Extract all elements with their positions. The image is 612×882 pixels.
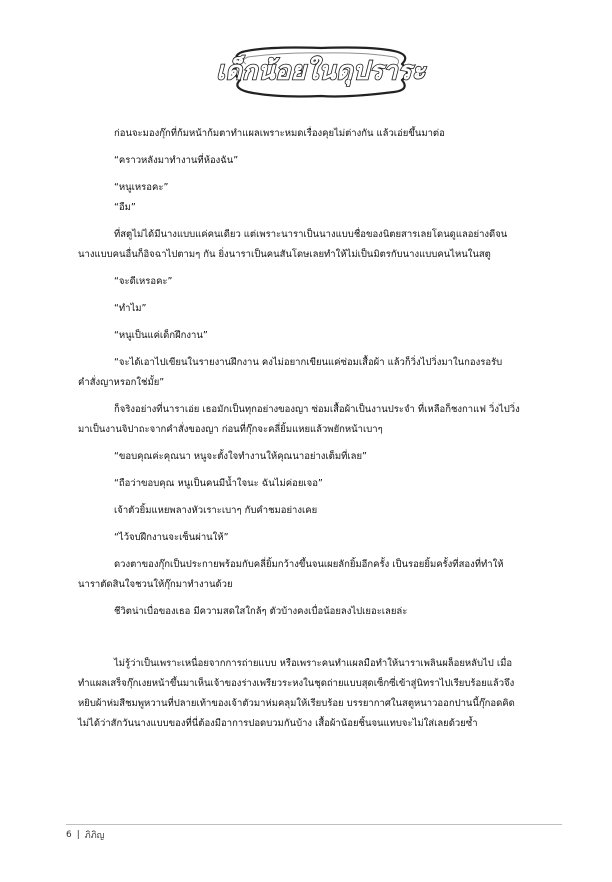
author-name: ภิภิญ (84, 831, 105, 841)
paragraph-line: นาราตัดสินใจชวนให้กุ๊กมาทำงานด้วย (78, 579, 233, 590)
page-number: 6 (66, 830, 72, 840)
dialogue-line: “ไว้จบฝึกงานจะเซ็นผ่านให้” (114, 532, 229, 543)
paragraph-line: คำสั่งญาหรอกใช่มั้ย” (78, 377, 165, 388)
logo-text: เด็กน้อยในดุปราระ (216, 56, 426, 85)
dialogue-line: “หนูเหรอคะ” (114, 182, 169, 193)
dialogue-line: “ถือว่าขอบคุณ หนูเป็นคนมีน้ำใจนะ ฉันไม่ค่อยเจอ” (114, 478, 323, 489)
paragraph-line: ทำแผลเสร็จกุ๊กเงยหน้าขึ้นมาเห็นเจ้าของร่างเพรียวระหงในชุดถ่ายแบบสุดเซ็กซี่เข้าสู่นิทราไปเรียบร้อยแล้วจึง (78, 678, 515, 689)
paragraph (78, 225, 556, 265)
title-logo (216, 42, 426, 100)
paragraph: เจ้าตัวยิ้มแหยพลางหัวเราะเบาๆ กับคำชมอย่างเคย (114, 505, 318, 516)
paragraph-line: ดวงตาของกุ๊กเป็นประกายพร้อมกับคลี่ยิ้มกว้างขึ้นจนเผยลักยิ้มอีกครั้ง เป็นรอยยิ้มครั้งที่สองที่ทำให้ (114, 559, 504, 570)
paragraph (78, 555, 556, 595)
paragraph-line: ที่สตูไม่ได้มีนางแบบแค่คนเดียว แต่เพราะนาราเป็นนางแบบชื่อของนิตยสารเลยโดนดูแลอย่างดีจน (114, 229, 508, 240)
paragraph-line: นางแบบคนอื่นก็อิจฉาไปตามๆ กัน ยิ่งนาราเป็นคนสันโดษเลยทำให้ไม่เป็นมิตรกับนางแบบคนไหนในสตู (78, 249, 491, 260)
paragraph-line: ไม่ได้ว่าสักวันนางแบบของที่นี่ต้องมีอาการปอดบวมกันบ้าง เสื้อผ้าน้อยชิ้นจนแทบจะไม่ใส่เลยด้วยซ้ำ (78, 718, 478, 729)
dialogue-line: “หนูเป็นแค่เด็กฝึกงาน” (114, 330, 208, 341)
dialogue-line: “คราวหลังมาทำงานที่ห้องฉัน” (114, 155, 239, 166)
paragraph: ก่อนจะมองกุ๊กที่ก้มหน้าก้มตาทำแผลเพราะหมดเรื่องคุยไม่ต่างกัน แล้วเอ่ยขึ้นมาต่อ (114, 128, 445, 139)
dialogue-line: “จะดีเหรอคะ” (114, 276, 173, 287)
page-footer (66, 824, 562, 842)
paragraph-line: “จะได้เอาไปเขียนในรายงานฝึกงาน คงไม่อยากเขียนแค่ซ่อมเสื้อผ้า แล้วก็วิ่งไปวิ่งมาในกองรอรับ (114, 357, 503, 368)
paragraph (78, 654, 556, 734)
paragraph: ชีวิตน่าเบื่อของเธอ มีความสดใสใกล้ๆ ตัวบ้างคงเบื่อน้อยลงไปเยอะเลยล่ะ (114, 606, 408, 617)
dialogue-line: “อืม” (114, 202, 136, 213)
document-body (78, 120, 556, 734)
paragraph (78, 353, 556, 393)
footer-separator: | (76, 830, 80, 840)
paragraph-line: มาเป็นงานจิปาถะจากคำสั่งของญา ก่อนที่กุ๊กจะคลี่ยิ้มแหยแล้วพยักหน้าเบาๆ (78, 424, 383, 435)
paragraph-line: ก็จริงอย่างที่นาราเอ่ย เธอมักเป็นทุกอย่างของญา ซ่อมเสื้อผ้าเป็นงานประจำ ที่เหลือก็ชงกาแฟ วิ่งไปวิ่ง (114, 404, 520, 415)
paragraph (78, 400, 556, 440)
dialogue-line: “ทำไม” (114, 303, 147, 314)
dialogue-line: “ขอบคุณค่ะคุณนา หนูจะตั้งใจทำงานให้คุณนาอย่างเต็มที่เลย” (114, 451, 367, 462)
paragraph-line: ไม่รู้ว่าเป็นเพราะเหนื่อยจากการถ่ายแบบ หรือเพราะคนทำแผลมือทำให้นาราเพลินผล็อยหลับไป เมื่อ (114, 658, 513, 669)
paragraph-line: หยิบผ้าห่มสีชมพูหวานที่ปลายเท้าของเจ้าตัวมาห่มคลุมให้เรียบร้อย บรรยากาศในสตูหนาวออกปานนี้กุ๊กอดคิด (78, 698, 515, 709)
